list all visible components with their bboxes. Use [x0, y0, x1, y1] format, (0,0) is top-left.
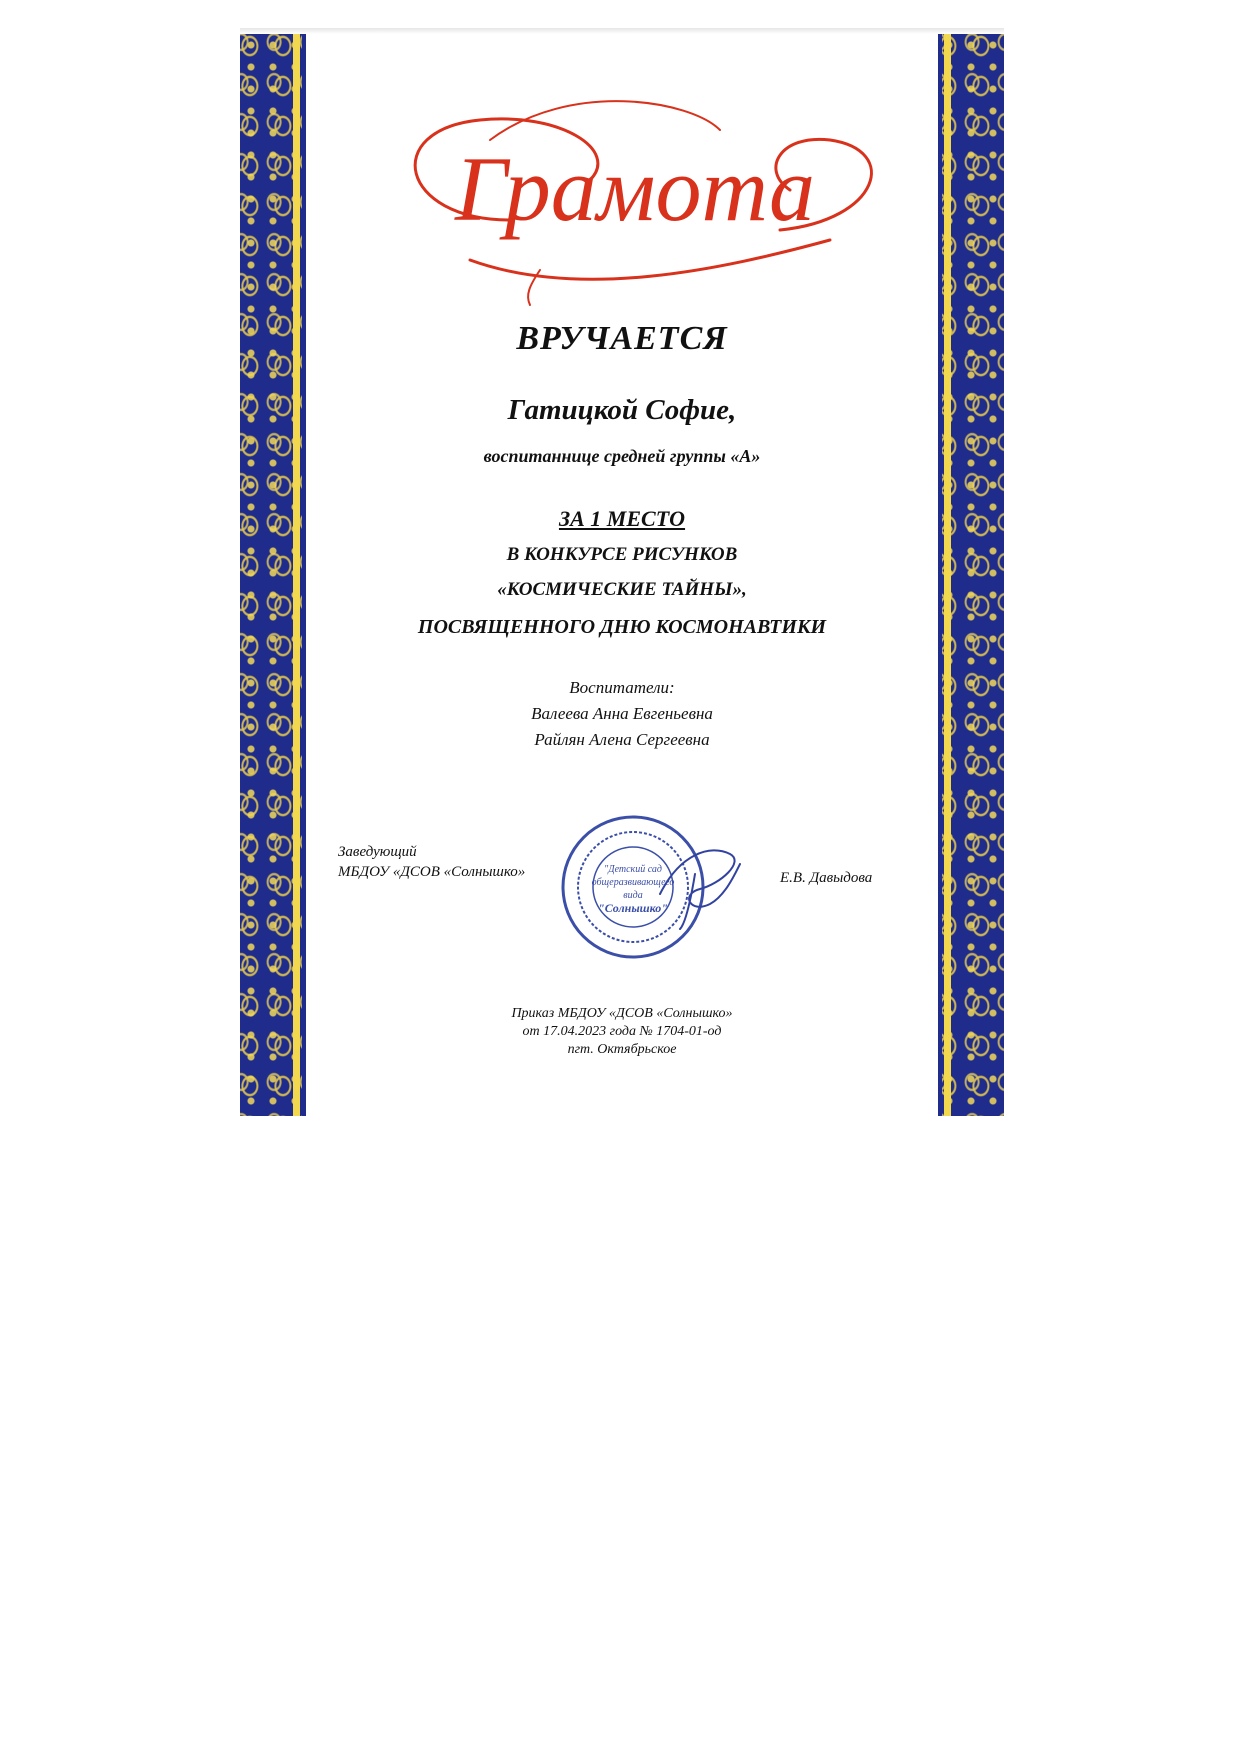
border-gold-line-right	[944, 34, 951, 1116]
contest-type: В КОНКУРСЕ РИСУНКОВ	[506, 544, 738, 565]
head-name: Е.В. Давыдова	[780, 870, 873, 886]
teachers-label: Воспитатели:	[569, 678, 675, 697]
border-inner-line-left	[302, 34, 306, 1116]
head-role-organization: МБДОУ «ДСОВ «Солнышко»	[338, 864, 526, 880]
teacher-name: Райлян Алена Сергеевна	[534, 730, 710, 749]
stamp-text: общеразвивающего	[591, 877, 675, 888]
head-role	[338, 842, 525, 882]
contest-name: «КОСМИЧЕСКИЕ ТАЙНЫ»,	[497, 579, 747, 600]
flourish-bottom	[470, 240, 830, 279]
stamp-text: вида	[623, 890, 643, 901]
awarded-heading: ВРУЧАЕТСЯ	[516, 320, 728, 357]
recipient-group: воспитаннице средней группы «А»	[483, 446, 761, 466]
certificate-title-calligraphy	[360, 70, 900, 310]
stamp-text: "Детский сад	[604, 864, 662, 875]
order-reference: Приказ МБДОУ «ДСОВ «Солнышко»	[511, 1006, 733, 1021]
ornamental-border-right	[938, 34, 1004, 1116]
border-inner-line-right	[938, 34, 942, 1116]
recipient-name: Гатицкой Софие,	[507, 394, 737, 426]
signature	[640, 834, 750, 934]
flourish-top	[490, 101, 720, 140]
ornamental-border-left	[240, 34, 306, 1116]
head-role-title: Заведующий	[338, 844, 417, 860]
stamp-text: "Солнышко"	[598, 901, 668, 915]
teacher-name: Валеева Анна Евгеньевна	[531, 704, 713, 723]
certificate-page	[240, 34, 1004, 1116]
award-place: ЗА 1 МЕСТО	[558, 506, 686, 531]
order-location: пгт. Октябрьское	[567, 1042, 677, 1057]
order-date: от 17.04.2023 года № 1704-01-од	[522, 1024, 722, 1039]
border-gold-line-left	[293, 34, 300, 1116]
contest-dedication: ПОСВЯЩЕННОГО ДНЮ КОСМОНАВТИКИ	[417, 616, 827, 638]
title-text: Грамота	[454, 138, 816, 240]
